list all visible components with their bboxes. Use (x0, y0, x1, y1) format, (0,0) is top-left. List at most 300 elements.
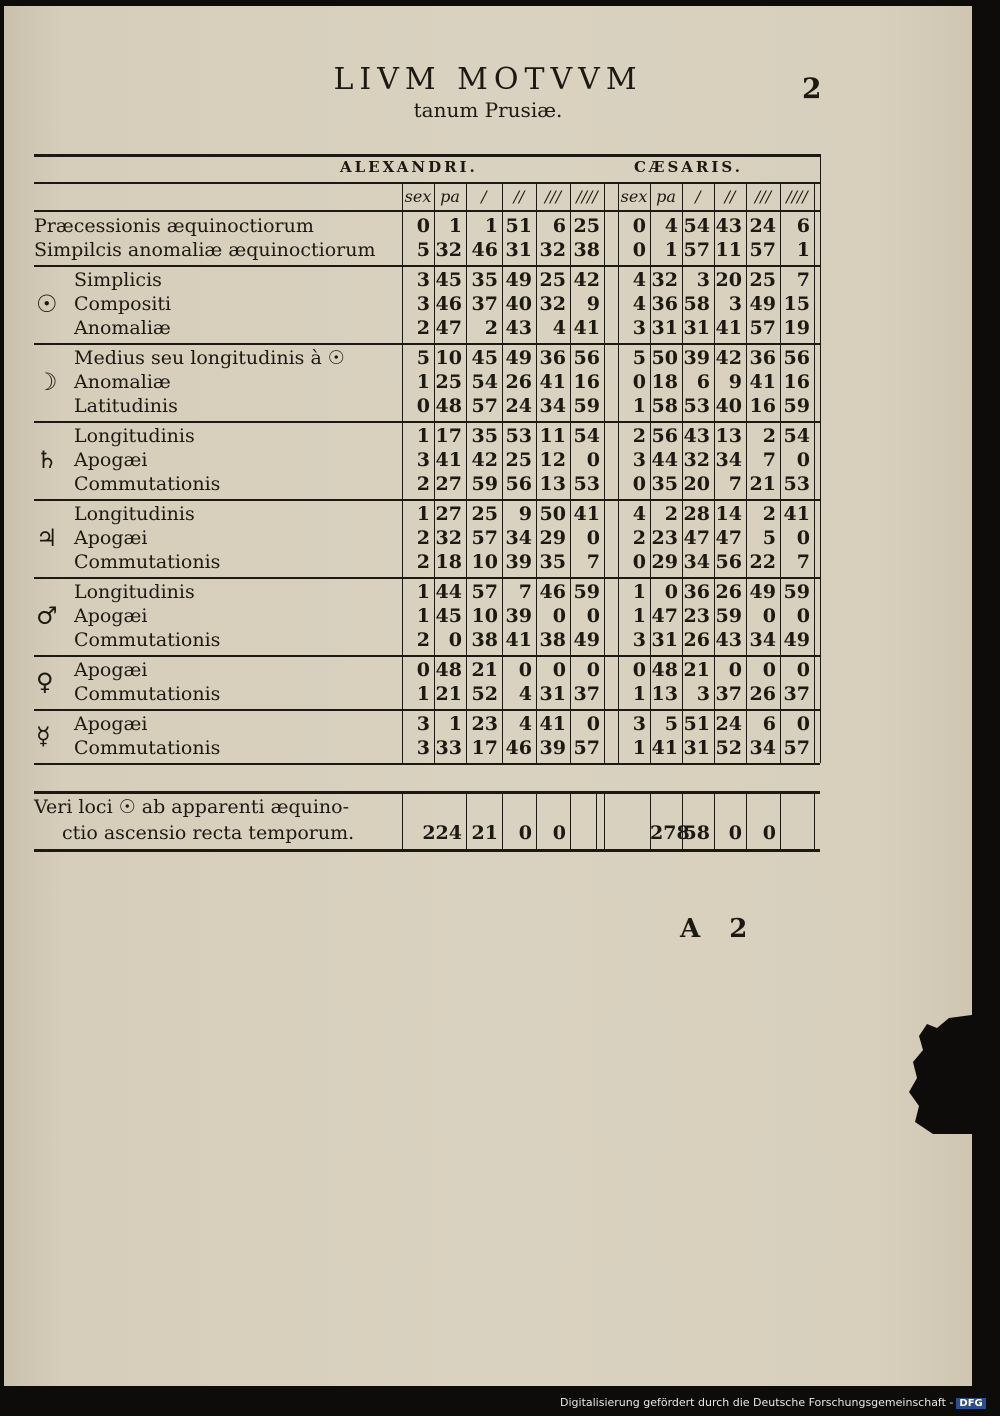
planet-symbol-icon: ☽ (36, 368, 58, 396)
value-cell: 50 (539, 503, 566, 525)
footer-value-cell: 21 (471, 822, 498, 844)
value-cell: 0 (632, 239, 646, 261)
value-cell: 0 (552, 605, 566, 627)
value-cell: 1 (632, 737, 646, 759)
running-subtitle: tanum Prusiæ. (413, 98, 563, 122)
value-cell: 0 (416, 395, 430, 417)
value-cell: 0 (796, 449, 810, 471)
value-cell: 47 (683, 527, 710, 549)
value-cell: 57 (471, 527, 498, 549)
value-cell: 43 (505, 317, 532, 339)
value-cell: 0 (586, 659, 600, 681)
value-cell: 16 (783, 371, 810, 393)
unit-header: // (724, 187, 736, 206)
value-cell: 0 (728, 659, 742, 681)
value-cell: 3 (696, 269, 710, 291)
value-cell: 1 (484, 215, 498, 237)
value-cell: 1 (416, 605, 430, 627)
value-cell: 52 (471, 683, 498, 705)
value-cell: 2 (416, 629, 430, 651)
value-cell: 17 (471, 737, 498, 759)
value-cell: 4 (518, 713, 532, 735)
value-cell: 56 (783, 347, 810, 369)
value-cell: 32 (539, 239, 566, 261)
value-cell: 51 (505, 215, 532, 237)
running-head: LIVM MOTVVM (333, 62, 643, 97)
footer-value-cell: 0 (728, 822, 742, 844)
column-rule (650, 791, 651, 849)
value-cell: 1 (416, 683, 430, 705)
value-cell: 9 (518, 503, 532, 525)
value-cell: 35 (539, 551, 566, 573)
value-cell: 0 (586, 449, 600, 471)
value-cell: 53 (505, 425, 532, 447)
value-cell: 0 (518, 659, 532, 681)
value-cell: 28 (683, 503, 710, 525)
rule (34, 791, 820, 794)
value-cell: 32 (435, 239, 462, 261)
value-cell: 0 (586, 527, 600, 549)
unit-header: / (695, 187, 701, 206)
value-cell: 18 (651, 371, 678, 393)
column-rule (596, 791, 597, 849)
dfg-logo: DFG (956, 1398, 985, 1409)
value-cell: 0 (632, 215, 646, 237)
value-cell: 39 (539, 737, 566, 759)
value-cell: 3 (416, 449, 430, 471)
value-cell: 46 (539, 581, 566, 603)
unit-header: / (481, 187, 487, 206)
value-cell: 31 (683, 737, 710, 759)
planet-symbol-icon: ☉ (36, 290, 58, 318)
value-cell: 29 (651, 551, 678, 573)
value-cell: 49 (505, 269, 532, 291)
rule (34, 265, 820, 267)
book-page (4, 6, 972, 1386)
value-cell: 1 (632, 395, 646, 417)
value-cell: 0 (762, 605, 776, 627)
value-cell: 38 (573, 239, 600, 261)
value-cell: 36 (683, 581, 710, 603)
value-cell: 58 (683, 293, 710, 315)
rule (34, 577, 820, 579)
value-cell: 20 (715, 269, 742, 291)
value-cell: 23 (683, 605, 710, 627)
footer-value-cell: 0 (552, 822, 566, 844)
row-label: Apogæi (74, 659, 148, 681)
value-cell: 54 (573, 425, 600, 447)
value-cell: 49 (749, 293, 776, 315)
column-rule (780, 182, 781, 763)
value-cell: 0 (552, 659, 566, 681)
value-cell: 45 (435, 605, 462, 627)
signature-mark: A 2 (680, 914, 758, 944)
row-label: Commutationis (74, 737, 221, 759)
value-cell: 21 (683, 659, 710, 681)
rule (34, 849, 820, 852)
unit-header: sex (404, 187, 432, 206)
row-label: Commutationis (74, 629, 221, 651)
value-cell: 44 (651, 449, 678, 471)
value-cell: 9 (586, 293, 600, 315)
value-cell: 7 (762, 449, 776, 471)
value-cell: 48 (435, 659, 462, 681)
value-cell: 0 (416, 659, 430, 681)
value-cell: 7 (728, 473, 742, 495)
value-cell: 3 (632, 629, 646, 651)
value-cell: 35 (471, 269, 498, 291)
rule (34, 421, 820, 423)
value-cell: 27 (435, 473, 462, 495)
value-cell: 39 (505, 551, 532, 573)
value-cell: 26 (749, 683, 776, 705)
column-rule (682, 182, 683, 763)
value-cell: 0 (416, 215, 430, 237)
value-cell: 13 (715, 425, 742, 447)
row-label: Longitudinis (74, 581, 195, 603)
value-cell: 17 (435, 425, 462, 447)
value-cell: 49 (783, 629, 810, 651)
row-label: Simplicis (74, 269, 162, 291)
planet-symbol-icon: ♂ (36, 602, 58, 630)
rule (34, 655, 820, 657)
value-cell: 3 (416, 293, 430, 315)
value-cell: 43 (715, 629, 742, 651)
value-cell: 36 (749, 347, 776, 369)
value-cell: 6 (796, 215, 810, 237)
value-cell: 1 (448, 713, 462, 735)
column-rule (536, 791, 537, 849)
value-cell: 26 (715, 581, 742, 603)
value-cell: 36 (651, 293, 678, 315)
value-cell: 36 (539, 347, 566, 369)
row-label: Præcessionis æquinoctiorum (34, 215, 314, 237)
value-cell: 5 (632, 347, 646, 369)
value-cell: 45 (435, 269, 462, 291)
footer-value-cell: 58 (683, 822, 710, 844)
value-cell: 59 (573, 581, 600, 603)
footer-value-cell: 224 (422, 822, 462, 844)
value-cell: 10 (471, 605, 498, 627)
value-cell: 41 (539, 713, 566, 735)
value-cell: 2 (632, 425, 646, 447)
value-cell: 0 (586, 713, 600, 735)
value-cell: 53 (783, 473, 810, 495)
value-cell: 3 (416, 713, 430, 735)
value-cell: 40 (505, 293, 532, 315)
value-cell: 37 (471, 293, 498, 315)
value-cell: 41 (539, 371, 566, 393)
value-cell: 0 (796, 659, 810, 681)
value-cell: 35 (471, 425, 498, 447)
value-cell: 2 (762, 503, 776, 525)
value-cell: 22 (749, 551, 776, 573)
footer-value-cell: 278 (650, 822, 690, 844)
unit-header: sex (620, 187, 648, 206)
column-rule (402, 791, 403, 849)
value-cell: 37 (783, 683, 810, 705)
value-cell: 16 (749, 395, 776, 417)
column-rule (618, 182, 619, 763)
value-cell: 41 (573, 503, 600, 525)
value-cell: 18 (435, 551, 462, 573)
value-cell: 3 (632, 317, 646, 339)
value-cell: 25 (573, 215, 600, 237)
value-cell: 12 (539, 449, 566, 471)
value-cell: 37 (715, 683, 742, 705)
value-cell: 4 (632, 503, 646, 525)
column-rule (502, 791, 503, 849)
value-cell: 44 (435, 581, 462, 603)
value-cell: 32 (539, 293, 566, 315)
value-cell: 2 (416, 551, 430, 573)
value-cell: 0 (632, 371, 646, 393)
value-cell: 25 (505, 449, 532, 471)
value-cell: 15 (783, 293, 810, 315)
value-cell: 54 (783, 425, 810, 447)
value-cell: 21 (749, 473, 776, 495)
value-cell: 7 (518, 581, 532, 603)
value-cell: 3 (728, 293, 742, 315)
value-cell: 41 (749, 371, 776, 393)
value-cell: 41 (435, 449, 462, 471)
value-cell: 4 (552, 317, 566, 339)
value-cell: 2 (416, 317, 430, 339)
value-cell: 1 (416, 371, 430, 393)
value-cell: 3 (632, 713, 646, 735)
rule (34, 210, 820, 212)
row-label: Apogæi (74, 605, 148, 627)
value-cell: 6 (696, 371, 710, 393)
value-cell: 23 (651, 527, 678, 549)
value-cell: 0 (796, 527, 810, 549)
value-cell: 0 (664, 581, 678, 603)
unit-header: /// (544, 187, 562, 206)
value-cell: 57 (471, 395, 498, 417)
value-cell: 56 (505, 473, 532, 495)
unit-header: pa (656, 187, 676, 206)
column-rule (746, 182, 747, 763)
column-rule (502, 182, 503, 763)
value-cell: 34 (749, 737, 776, 759)
value-cell: 10 (471, 551, 498, 573)
value-cell: 6 (552, 215, 566, 237)
value-cell: 34 (715, 449, 742, 471)
column-rule (604, 791, 605, 849)
value-cell: 39 (505, 605, 532, 627)
value-cell: 2 (484, 317, 498, 339)
torn-page-edge (909, 1014, 979, 1134)
rule (34, 154, 820, 157)
value-cell: 5 (416, 239, 430, 261)
value-cell: 57 (683, 239, 710, 261)
value-cell: 1 (796, 239, 810, 261)
column-rule (466, 182, 467, 763)
value-cell: 57 (749, 239, 776, 261)
value-cell: 49 (505, 347, 532, 369)
value-cell: 50 (651, 347, 678, 369)
digitization-footer (560, 1396, 1000, 1416)
value-cell: 43 (715, 215, 742, 237)
value-cell: 34 (749, 629, 776, 651)
value-cell: 56 (715, 551, 742, 573)
value-cell: 46 (435, 293, 462, 315)
row-label: Commutationis (74, 473, 221, 495)
value-cell: 57 (783, 737, 810, 759)
value-cell: 53 (683, 395, 710, 417)
value-cell: 3 (416, 737, 430, 759)
value-cell: 48 (435, 395, 462, 417)
value-cell: 23 (471, 713, 498, 735)
rule (34, 499, 820, 501)
column-rule (536, 182, 537, 763)
value-cell: 20 (683, 473, 710, 495)
value-cell: 59 (715, 605, 742, 627)
value-cell: 57 (573, 737, 600, 759)
value-cell: 49 (573, 629, 600, 651)
column-rule (682, 791, 683, 849)
column-rule (780, 791, 781, 849)
planet-symbol-icon: ☿ (36, 722, 51, 750)
value-cell: 41 (715, 317, 742, 339)
value-cell: 58 (651, 395, 678, 417)
value-cell: 5 (416, 347, 430, 369)
digitization-note: Digitalisierung gefördert durch die Deutsche Forschungsgemeinschaft - (560, 1396, 954, 1409)
value-cell: 26 (683, 629, 710, 651)
value-cell: 59 (573, 395, 600, 417)
value-cell: 38 (539, 629, 566, 651)
value-cell: 4 (632, 293, 646, 315)
value-cell: 56 (651, 425, 678, 447)
value-cell: 42 (715, 347, 742, 369)
value-cell: 2 (762, 425, 776, 447)
value-cell: 7 (796, 269, 810, 291)
value-cell: 42 (573, 269, 600, 291)
value-cell: 51 (683, 713, 710, 735)
value-cell: 0 (762, 659, 776, 681)
value-cell: 59 (783, 395, 810, 417)
value-cell: 3 (632, 449, 646, 471)
value-cell: 2 (416, 527, 430, 549)
unit-header: // (513, 187, 525, 206)
value-cell: 31 (651, 317, 678, 339)
value-cell: 2 (664, 503, 678, 525)
row-label: Longitudinis (74, 503, 195, 525)
value-cell: 33 (435, 737, 462, 759)
value-cell: 11 (715, 239, 742, 261)
value-cell: 42 (471, 449, 498, 471)
value-cell: 1 (632, 683, 646, 705)
value-cell: 10 (435, 347, 462, 369)
value-cell: 0 (796, 605, 810, 627)
row-label: Anomaliæ (74, 371, 171, 393)
column-rule (570, 182, 571, 763)
value-cell: 57 (749, 317, 776, 339)
value-cell: 53 (573, 473, 600, 495)
row-label: Latitudinis (74, 395, 178, 417)
value-cell: 0 (448, 629, 462, 651)
value-cell: 9 (728, 371, 742, 393)
group-header-caesaris: CÆSARIS. (634, 158, 743, 176)
value-cell: 1 (664, 239, 678, 261)
column-rule (820, 154, 821, 763)
value-cell: 31 (505, 239, 532, 261)
column-rule (746, 791, 747, 849)
column-rule (650, 182, 651, 763)
value-cell: 32 (435, 527, 462, 549)
value-cell: 3 (696, 683, 710, 705)
footer-label-line2: ctio ascensio recta temporum. (62, 822, 355, 844)
row-label: Commutationis (74, 551, 221, 573)
rule (34, 343, 820, 345)
value-cell: 37 (573, 683, 600, 705)
unit-header: //// (576, 187, 598, 206)
value-cell: 6 (762, 713, 776, 735)
value-cell: 1 (416, 425, 430, 447)
value-cell: 7 (796, 551, 810, 573)
value-cell: 40 (715, 395, 742, 417)
value-cell: 1 (632, 581, 646, 603)
value-cell: 1 (448, 215, 462, 237)
value-cell: 31 (539, 683, 566, 705)
value-cell: 26 (505, 371, 532, 393)
row-label: Apogæi (74, 449, 148, 471)
value-cell: 21 (471, 659, 498, 681)
value-cell: 25 (435, 371, 462, 393)
value-cell: 47 (715, 527, 742, 549)
value-cell: 5 (762, 527, 776, 549)
row-label: Apogæi (74, 713, 148, 735)
value-cell: 54 (471, 371, 498, 393)
value-cell: 24 (505, 395, 532, 417)
value-cell: 52 (715, 737, 742, 759)
value-cell: 24 (715, 713, 742, 735)
value-cell: 13 (651, 683, 678, 705)
row-label: Longitudinis (74, 425, 195, 447)
column-rule (814, 182, 815, 763)
rule (34, 182, 820, 184)
value-cell: 4 (518, 683, 532, 705)
value-cell: 45 (471, 347, 498, 369)
value-cell: 13 (539, 473, 566, 495)
column-rule (714, 182, 715, 763)
value-cell: 59 (471, 473, 498, 495)
value-cell: 49 (749, 581, 776, 603)
unit-header: /// (754, 187, 772, 206)
value-cell: 32 (683, 449, 710, 471)
value-cell: 1 (416, 581, 430, 603)
value-cell: 5 (664, 713, 678, 735)
value-cell: 25 (471, 503, 498, 525)
value-cell: 7 (586, 551, 600, 573)
value-cell: 0 (632, 659, 646, 681)
value-cell: 54 (683, 215, 710, 237)
value-cell: 1 (632, 605, 646, 627)
value-cell: 41 (505, 629, 532, 651)
value-cell: 48 (651, 659, 678, 681)
column-rule (570, 791, 571, 849)
unit-header: //// (786, 187, 808, 206)
rule (34, 763, 820, 765)
value-cell: 46 (505, 737, 532, 759)
group-header-alexandri: ALEXANDRI. (340, 158, 478, 176)
value-cell: 43 (683, 425, 710, 447)
value-cell: 46 (471, 239, 498, 261)
value-cell: 16 (573, 371, 600, 393)
value-cell: 0 (586, 605, 600, 627)
planet-symbol-icon: ♃ (36, 524, 58, 552)
value-cell: 47 (651, 605, 678, 627)
